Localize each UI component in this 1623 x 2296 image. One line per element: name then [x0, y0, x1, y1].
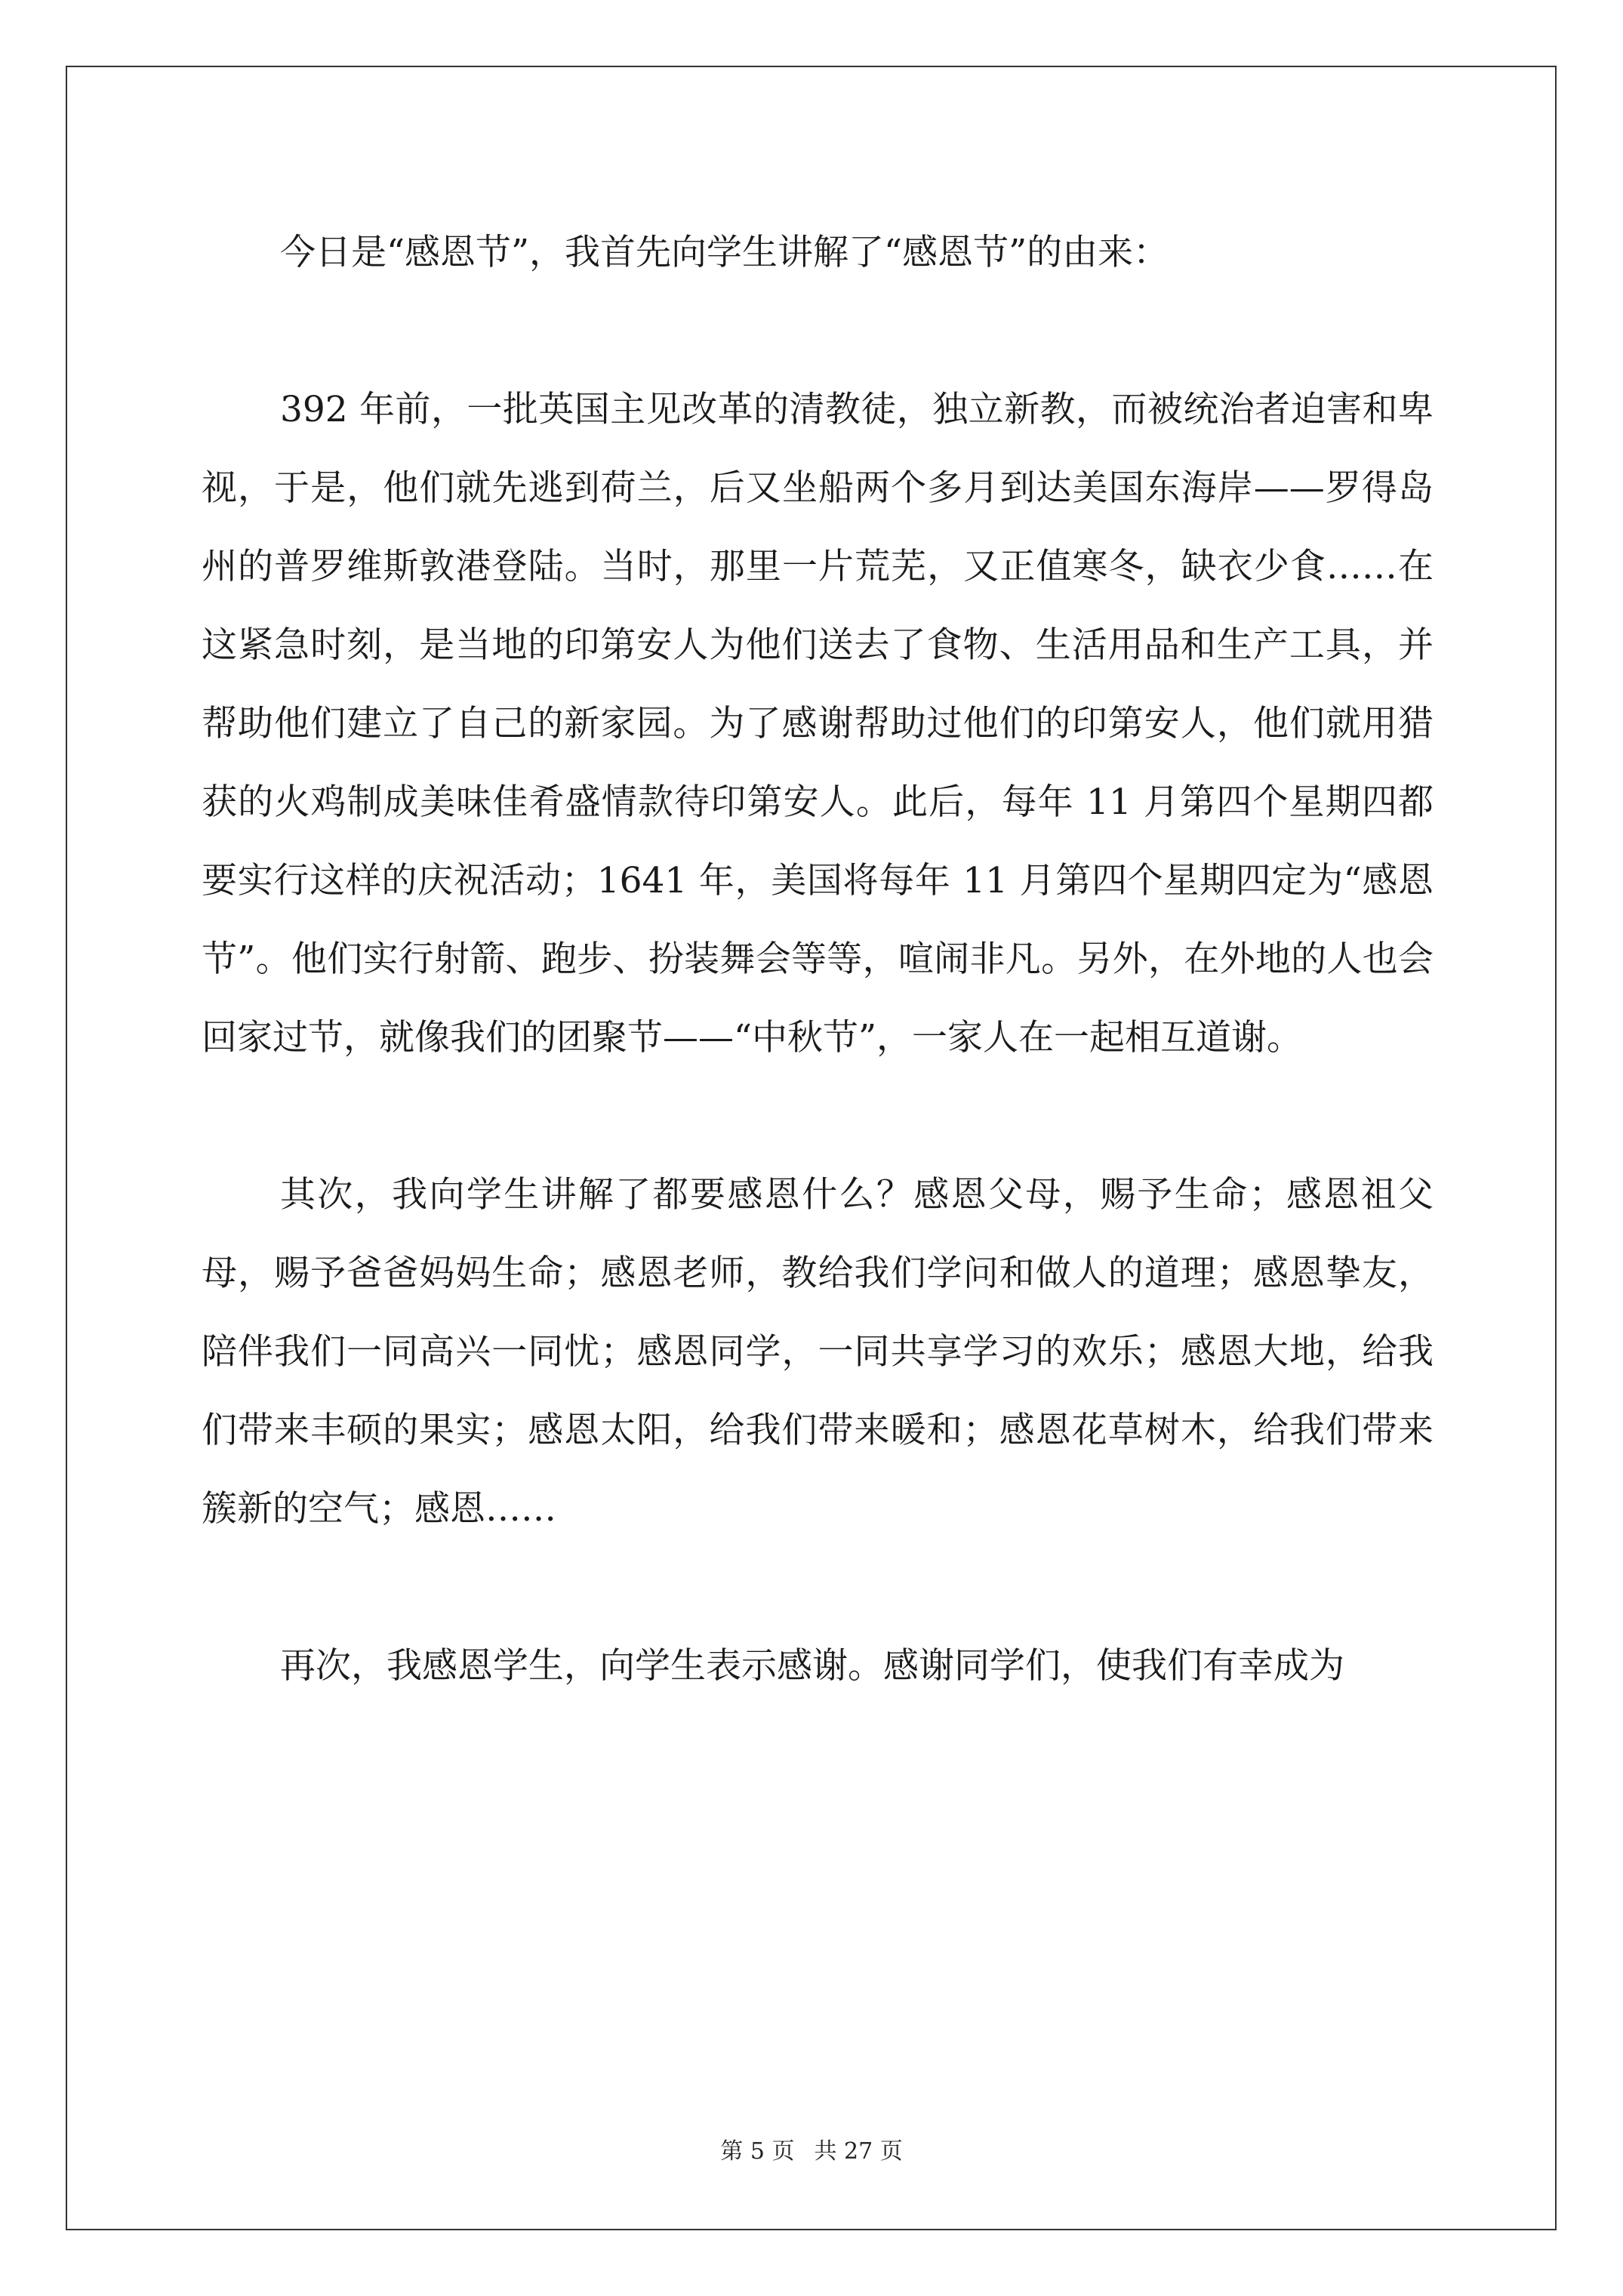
page-footer — [0, 2137, 1623, 2167]
paragraph-history: 392 年前，一批英国主见改革的清教徒，独立新教，而被统治者迫害和卑视，于是，他们就先逃到荷兰，后又坐船两个多月到达美国东海岸——罗得岛州的普罗维斯敦港登陆。当时，那里一片荒芜，又正值寒冬，缺衣少食……在这紧急时刻，是当地的印第安人为他们送去了食物、生活用品和生产工具，并帮助他们建立了自己的新家园。为了感谢帮助过他们的印第安人，他们就用猎获的火鸡制成美味佳肴盛情款待印第安人。此后，每年 11 月第四个星期四都要实行这样的庆祝活动；1641 年，美国将每年 11 月第四个星期四定为“感恩节”。他们实行射箭、跑步、扮装舞会等等，喧闹非凡。另外，在外地的人也会回家过节，就像我们的团聚节——“中秋节”，一家人在一起相互道谢。 — [202, 389, 1434, 1059]
page-number: 第 5 页 — [720, 2138, 795, 2165]
document-body — [202, 214, 1434, 1706]
paragraph-thanks-students: 再次，我感恩学生，向学生表示感谢。感谢同学们，使我们有幸成为 — [280, 1645, 1344, 1687]
paragraph-intro: 今日是“感恩节”，我首先向学生讲解了“感恩节”的由来： — [280, 232, 1169, 273]
paragraph-gratitude-list: 其次，我向学生讲解了都要感恩什么？感恩父母，赐予生命；感恩祖父母，赐予爸爸妈妈生命；感恩老师，教给我们学问和做人的道理；感恩挚友，陪伴我们一同高兴一同忧；感恩同学，一同共享学习的欢乐；感恩大地，给我们带来丰硕的果实；感恩太阳，给我们带来暖和；感恩花草树木，给我们带来簇新的空气；感恩…… — [202, 1174, 1434, 1530]
page-total: 共 27 页 — [814, 2138, 903, 2165]
